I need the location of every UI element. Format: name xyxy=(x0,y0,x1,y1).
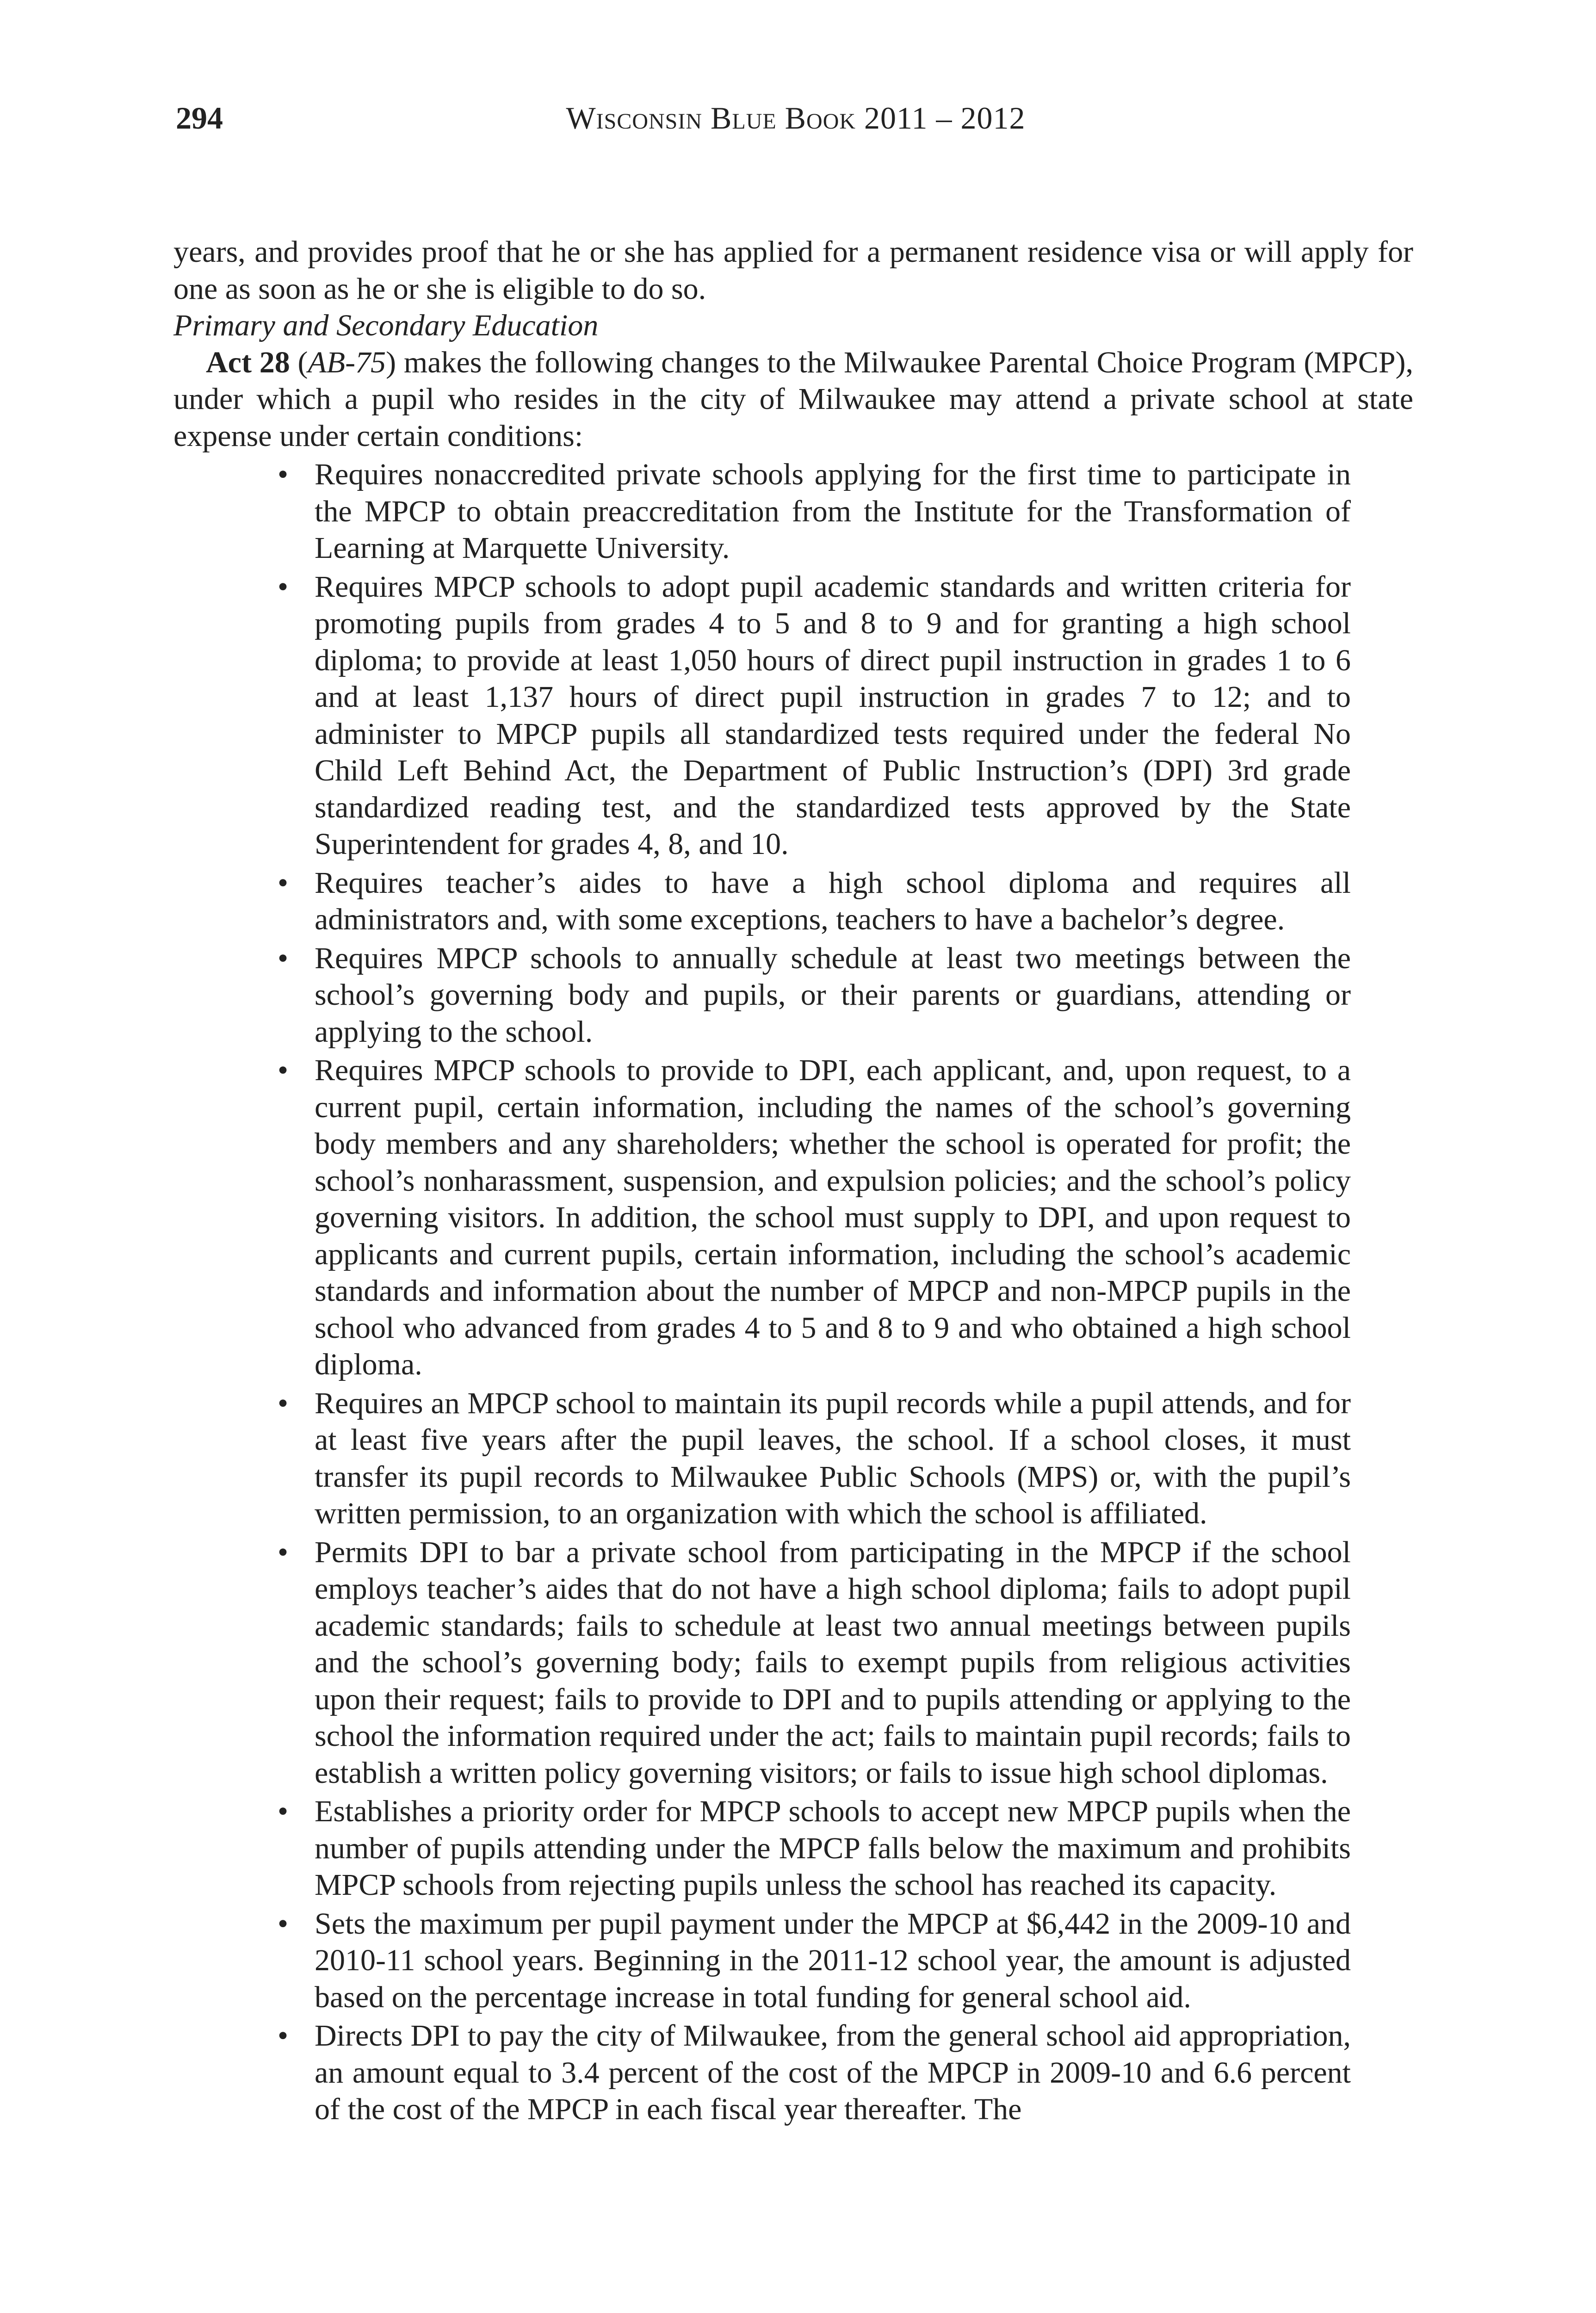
list-item xyxy=(278,1534,1351,1792)
act-intro: makes the following changes to the Milwaukee Parental Choice Program (MPCP), under which a pupil who resides in the city of Milwaukee may attend a private school at state expense under certain conditions: xyxy=(173,345,1414,453)
bullet-icon: • xyxy=(278,1053,289,1087)
change-list xyxy=(173,456,1351,2128)
section-heading: Primary and Secondary Education xyxy=(173,309,599,342)
act-label: Act 28 xyxy=(206,345,290,379)
running-title: Wisconsin Blue Book 2011 – 2012 xyxy=(566,100,1026,136)
list-item xyxy=(278,2017,1351,2128)
list-item xyxy=(278,865,1351,938)
bullet-icon: • xyxy=(278,941,289,975)
list-item xyxy=(278,1385,1351,1532)
list-item-text: Sets the maximum per pupil payment under the MPCP at $6,442 in the 2009-10 and 2010-11 school years. Beginning in the 2011-12 school year, the amount is adjusted based on the percentage increase in total funding for general school aid. xyxy=(315,1906,1351,2014)
bullet-icon: • xyxy=(278,1794,289,1828)
bullet-icon: • xyxy=(278,1906,289,1941)
list-item-text: Permits DPI to bar a private school from participating in the MPCP if the school employs teacher’s aides that do not have a high school diploma; fails to adopt pupil academic standards; fails to schedule at least two annual meetings between pupils and the school’s governing body; fails to exempt pupils from religious activities upon their request; fails to provide to DPI and to pupils attending or applying to the school the information required under the act; fails to maintain pupil records; fails to establish a written policy governing visitors; or fails to issue high school diplomas. xyxy=(315,1535,1351,1790)
list-item-text: Requires MPCP schools to annually schedule at least two meetings between the school’s governing body and pupils, or their parents or guardians, attending or applying to the school. xyxy=(315,941,1351,1049)
bullet-icon: • xyxy=(278,866,289,900)
bill-number: AB-75 xyxy=(308,345,386,379)
list-item-text: Requires an MPCP school to maintain its pupil records while a pupil attends, and for at least five years after the pupil leaves, the school. If a school closes, it must transfer its pupil records to Milwaukee Public Schools (MPS) or, with the pupil’s written permission, to an organization with which the school is affiliated. xyxy=(315,1386,1351,1530)
list-item-text: Requires nonaccredited private schools applying for the first time to participate in the MPCP to obtain preaccreditation from the Institute for the Transformation of Learning at Marquette University. xyxy=(315,458,1351,565)
list-item xyxy=(278,940,1351,1051)
list-item xyxy=(278,1052,1351,1383)
bill-close-paren: ) xyxy=(386,345,396,379)
continuation-paragraph: years, and provides proof that he or she has applied for a permanent residence visa or will apply for one as soon as he or she is eligible to do so. xyxy=(173,235,1413,306)
bullet-icon: • xyxy=(278,1535,289,1569)
page-content xyxy=(173,234,1413,2128)
list-item xyxy=(278,569,1351,863)
list-item xyxy=(278,456,1351,567)
list-item-text: Requires MPCP schools to provide to DPI, each applicant, and, upon request, to a current pupil, certain information, including the names of the school’s governing body members and any shareholders; whether the school is operated for profit; the school’s nonharassment, suspension, and expulsion policies; and the school’s policy governing visitors. In addition, the school must supply to DPI, and upon request to applicants and current pupils, certain information, including the school’s academic standards and information about the number of MPCP and non-MPCP pupils in the school who advanced from grades 4 to 5 and 8 to 9 and who obtained a high school diploma. xyxy=(315,1053,1351,1381)
bill-open-paren: ( xyxy=(297,345,308,379)
bullet-icon: • xyxy=(278,569,289,604)
bullet-icon: • xyxy=(278,1386,289,1420)
list-item-text: Establishes a priority order for MPCP schools to accept new MPCP pupils when the number of pupils attending under the MPCP falls below the maximum and prohibits MPCP schools from rejecting pupils unless the school has reached its capacity. xyxy=(315,1794,1351,1902)
act-paragraph xyxy=(173,344,1413,455)
page-number: 294 xyxy=(176,100,223,136)
list-item xyxy=(278,1905,1351,2016)
list-item-text: Requires teacher’s aides to have a high school diploma and requires all administrators and, with some exceptions, teachers to have a bachelor’s degree. xyxy=(315,866,1351,936)
bullet-icon: • xyxy=(278,458,289,491)
list-item xyxy=(278,1793,1351,1904)
list-item-text: Requires MPCP schools to adopt pupil academic standards and written criteria for promoting pupils from grades 4 to 5 and 8 to 9 and for granting a high school diploma; to provide at least 1,050 hours of direct pupil instruction in grades 1 to 6 and at least 1,137 hours of direct pupil instruction in grades 7 to 12; and to administer to MPCP pupils all standardized tests required under the federal No Child Left Behind Act, the Department of Public Instruction’s (DPI) 3rd grade standardized reading test, and the standardized tests approved by the State Superintendent for grades 4, 8, and 10. xyxy=(315,569,1351,861)
list-item-text: Directs DPI to pay the city of Milwaukee, from the general school aid appropriation, an amount equal to 3.4 percent of the cost of the MPCP in 2009-10 and 6.6 percent of the cost of the MPCP in each fiscal year thereafter. The xyxy=(315,2019,1351,2126)
bullet-icon: • xyxy=(278,2019,289,2053)
page-header xyxy=(176,95,1416,146)
